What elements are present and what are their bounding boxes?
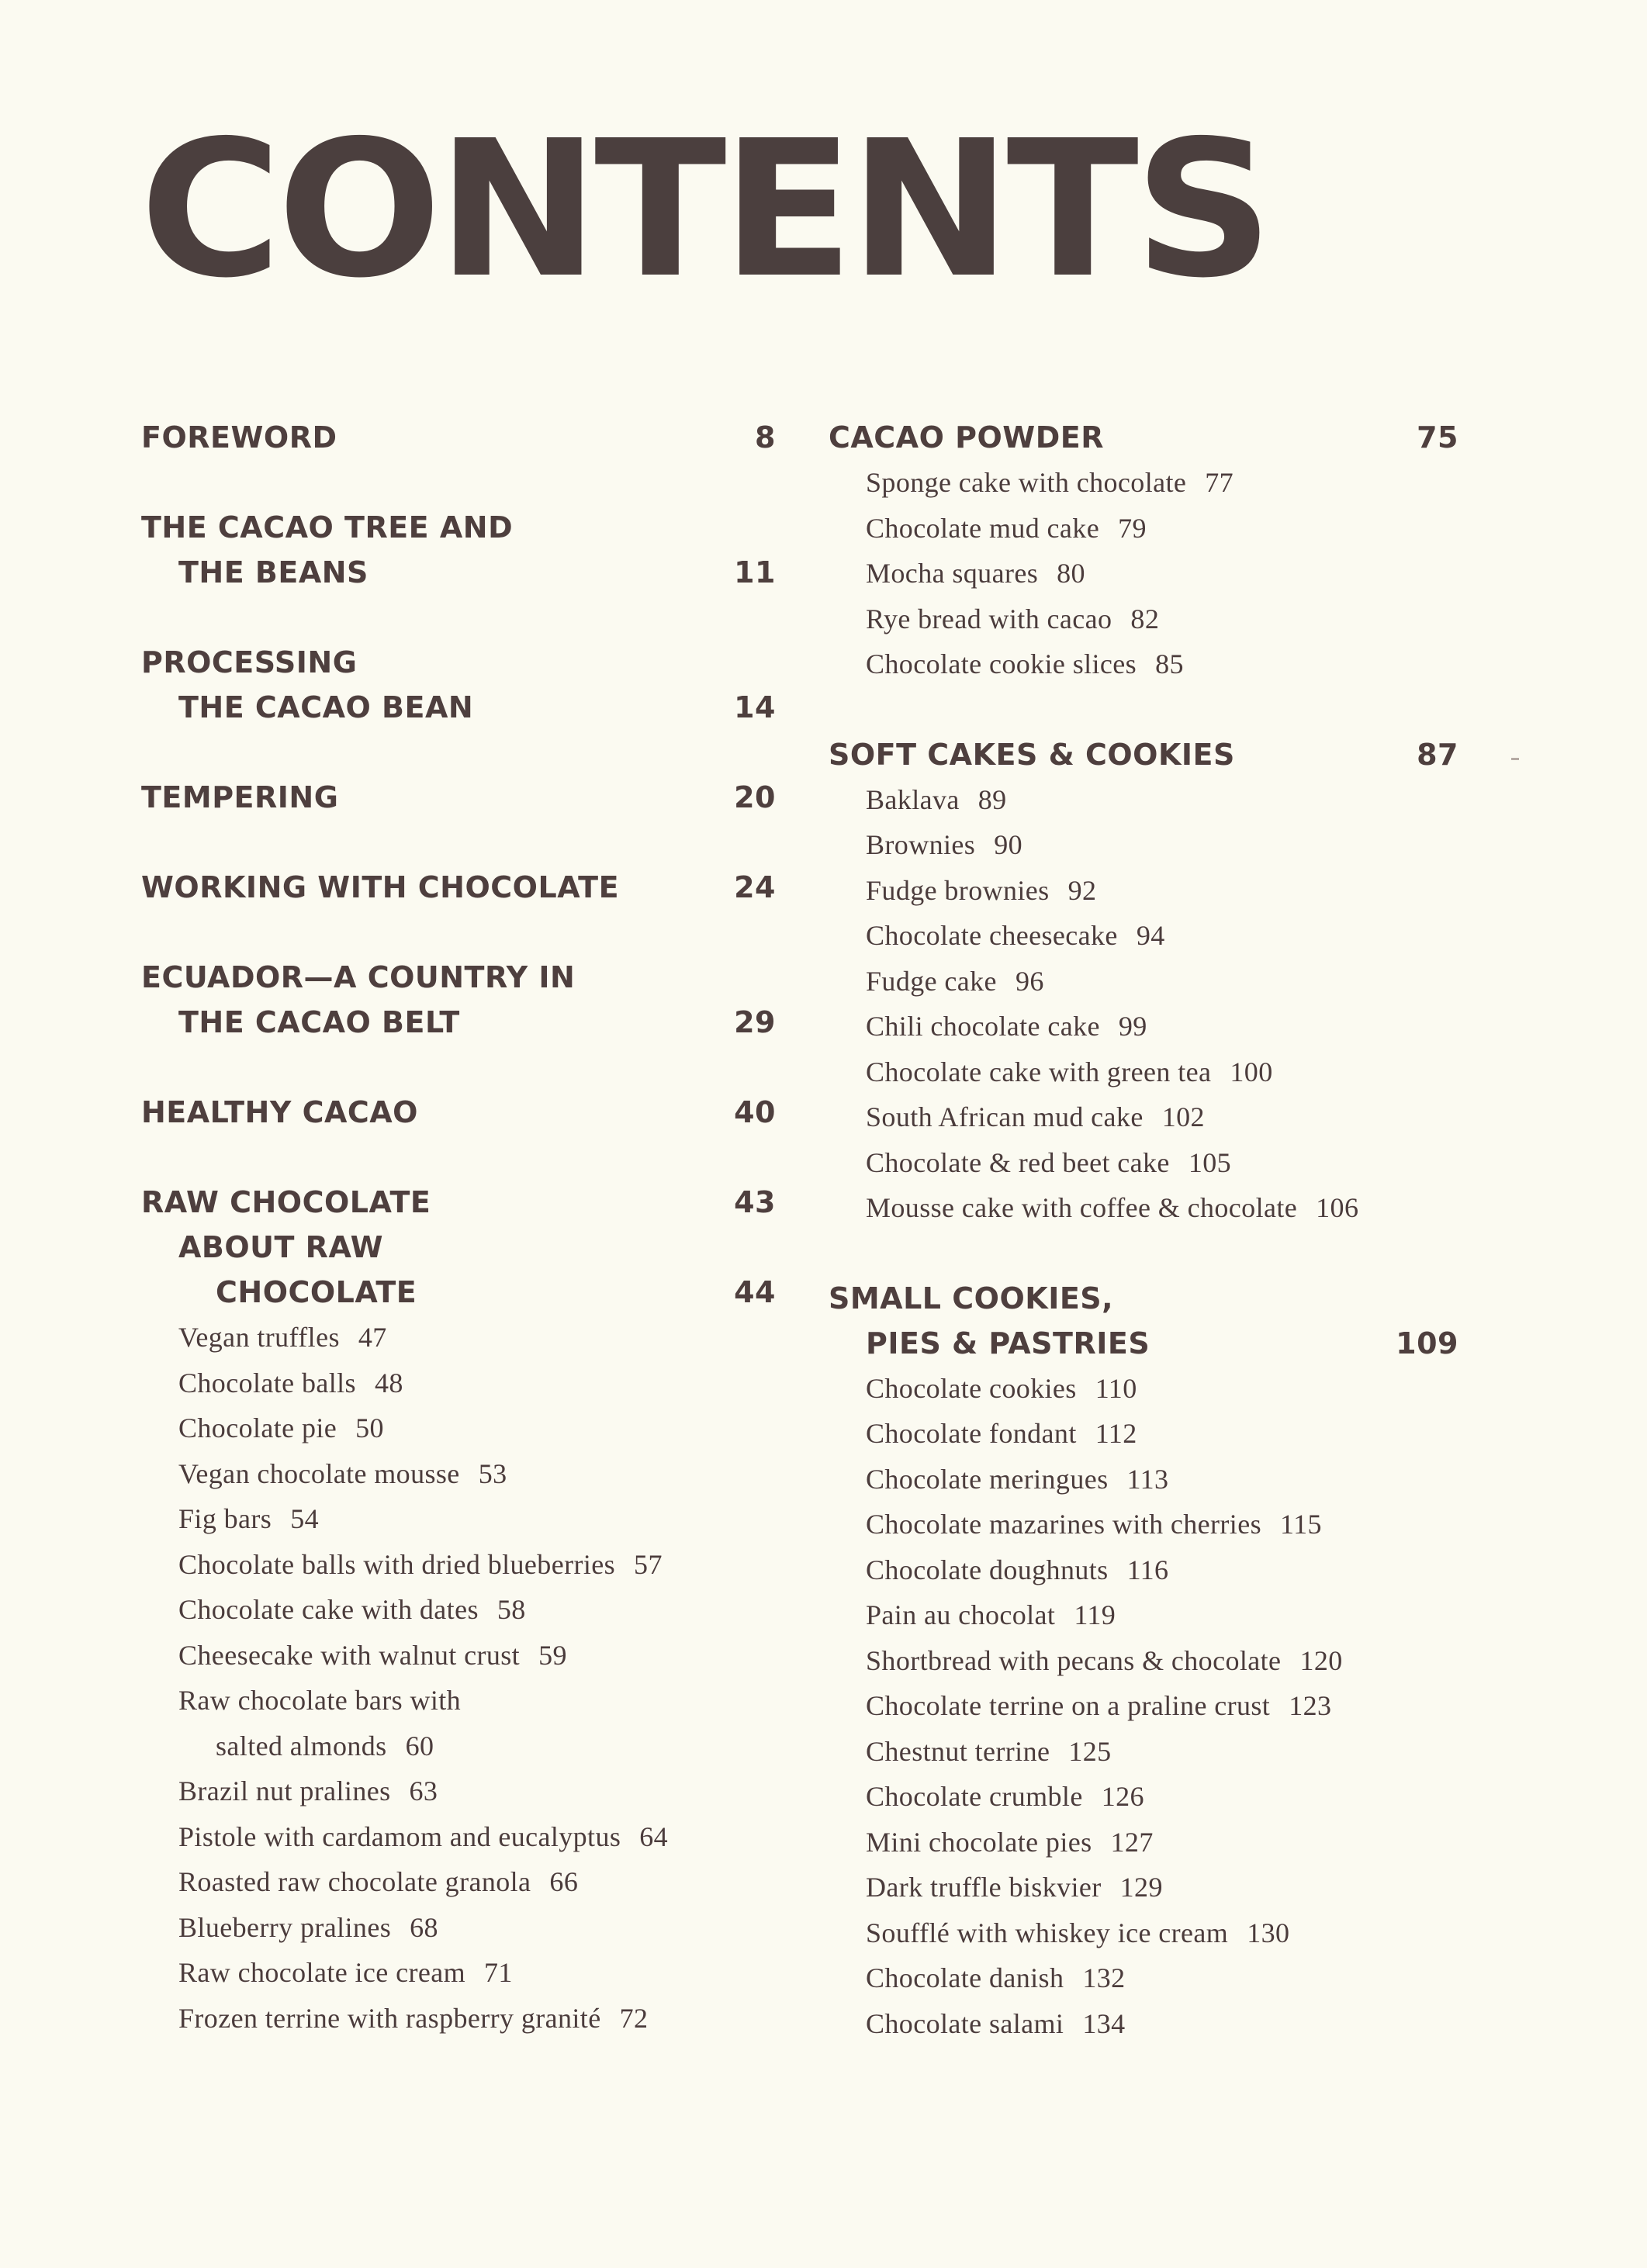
- recipe-page-number: 77: [1205, 467, 1234, 498]
- recipe-title: Chocolate danish: [866, 1962, 1064, 1993]
- heading-page-number: 20: [734, 780, 776, 814]
- recipe-page-number: 85: [1155, 648, 1184, 679]
- recipe-page-number: 120: [1299, 1644, 1343, 1676]
- recipe-entry[interactable]: [829, 1185, 1458, 1231]
- recipe-page-number: 79: [1118, 512, 1147, 544]
- recipe-title: Chocolate fondant: [866, 1418, 1077, 1449]
- heading-page-number: 14: [734, 690, 776, 724]
- recipe-entry[interactable]: [141, 1905, 776, 1951]
- recipe-title: Chocolate pie: [178, 1412, 337, 1443]
- recipe-title: Chocolate balls with dried blueberries: [178, 1548, 616, 1580]
- recipe-title: Cheesecake with walnut crust: [178, 1639, 521, 1671]
- recipe-page-number: 130: [1247, 1917, 1290, 1948]
- recipe-title: Dark truffle biskvier: [866, 1872, 1102, 1903]
- recipe-page-number: 110: [1095, 1372, 1137, 1404]
- recipe-title: Pistole with cardamom and eucalyptus: [178, 1820, 621, 1852]
- recipe-page-number: 102: [1161, 1101, 1205, 1132]
- recipe-entry[interactable]: [141, 1587, 776, 1633]
- subsection-heading[interactable]: [141, 1225, 776, 1315]
- heading-page-number: 44: [734, 1275, 776, 1309]
- heading-line: WORKING WITH CHOCOLATE: [141, 870, 620, 904]
- recipe-entry[interactable]: [141, 1405, 776, 1451]
- heading-page-number: 40: [734, 1095, 776, 1129]
- recipe-page-number: 112: [1095, 1418, 1137, 1449]
- recipe-page-number: 58: [497, 1594, 526, 1625]
- recipe-page-number: 119: [1074, 1599, 1116, 1630]
- recipe-entry[interactable]: [829, 959, 1458, 1004]
- heading-line: THE CACAO BEAN: [178, 690, 474, 724]
- heading-line: THE BEANS: [178, 555, 368, 589]
- recipe-page-number: 115: [1280, 1509, 1322, 1540]
- recipe-title: Chocolate salami: [866, 2007, 1064, 2039]
- recipe-entry[interactable]: [829, 1547, 1458, 1593]
- section-heading[interactable]: [141, 415, 776, 460]
- recipe-title: Chocolate cheesecake: [866, 920, 1118, 951]
- recipe-entry[interactable]: [829, 1729, 1458, 1775]
- recipe-title: Sponge cake with chocolate: [866, 467, 1187, 498]
- recipe-entry[interactable]: [141, 1859, 776, 1905]
- heading-page-number: 29: [734, 1005, 776, 1039]
- section-heading[interactable]: [829, 1276, 1458, 1366]
- recipe-page-number: 59: [538, 1639, 567, 1671]
- recipe-entry[interactable]: [829, 777, 1458, 823]
- heading-page-number: 24: [734, 870, 776, 904]
- heading-line: RAW CHOCOLATE: [141, 1185, 431, 1219]
- recipe-entry[interactable]: [141, 1496, 776, 1542]
- recipe-title: Fudge brownies: [866, 874, 1050, 906]
- section-spacer: [141, 460, 776, 505]
- heading-page-number: 75: [1417, 420, 1458, 455]
- recipe-entry[interactable]: [829, 641, 1458, 687]
- recipe-title: Rye bread with cacao: [866, 603, 1112, 634]
- recipe-entry[interactable]: [141, 1315, 776, 1360]
- recipe-title: Chocolate cake with dates: [178, 1594, 479, 1625]
- recipe-title: Fig bars: [178, 1503, 272, 1534]
- recipe-page-number: 105: [1188, 1146, 1232, 1178]
- recipe-entry[interactable]: [141, 1542, 776, 1588]
- recipe-page-number: 89: [977, 783, 1007, 815]
- recipe-entry[interactable]: [829, 596, 1458, 642]
- heading-page-number: 87: [1417, 737, 1458, 772]
- section-spacer: [141, 1045, 776, 1090]
- recipe-page-number: 116: [1126, 1554, 1169, 1585]
- recipe-title: Chocolate terrine on a praline crust: [866, 1690, 1271, 1721]
- section-heading[interactable]: [141, 865, 776, 910]
- recipe-title: Chocolate meringues: [866, 1463, 1109, 1495]
- recipe-title: Blueberry pralines: [178, 1911, 392, 1943]
- recipe-title: Soufflé with whiskey ice cream: [866, 1917, 1229, 1948]
- recipe-page-number: 53: [478, 1457, 507, 1489]
- recipe-page-number: 66: [549, 1866, 579, 1897]
- recipe-page-number: 80: [1057, 558, 1085, 589]
- recipe-title: Chocolate doughnuts: [866, 1554, 1109, 1585]
- recipe-page-number: 94: [1136, 920, 1165, 951]
- recipe-entry[interactable]: [141, 1360, 776, 1406]
- recipe-title: Mocha squares: [866, 558, 1039, 589]
- heading-line: TEMPERING: [141, 780, 339, 814]
- recipe-title: Mini chocolate pies: [866, 1826, 1092, 1858]
- heading-line: PROCESSING: [141, 645, 358, 679]
- recipe-entry[interactable]: [141, 1678, 776, 1723]
- heading-line: PIES & PASTRIES: [866, 1326, 1150, 1360]
- recipe-page-number: 82: [1130, 603, 1160, 634]
- recipe-title: Chocolate balls: [178, 1367, 356, 1398]
- recipe-title: Fudge cake: [866, 965, 997, 997]
- recipe-entry[interactable]: [829, 1411, 1458, 1457]
- recipe-title: Chestnut terrine: [866, 1735, 1050, 1767]
- recipe-entry[interactable]: [141, 1814, 776, 1860]
- recipe-title: Chocolate cake with green tea: [866, 1056, 1212, 1087]
- recipe-page-number: 48: [374, 1367, 403, 1398]
- section-heading[interactable]: [829, 732, 1458, 777]
- recipe-entry[interactable]: [829, 1457, 1458, 1502]
- section-spacer: [141, 730, 776, 775]
- recipe-entry[interactable]: [829, 551, 1458, 596]
- heading-page-number: 43: [734, 1185, 776, 1219]
- recipe-entry[interactable]: [829, 1865, 1458, 1910]
- recipe-entry[interactable]: [829, 460, 1458, 506]
- recipe-entry[interactable]: [829, 1502, 1458, 1547]
- recipe-page-number: 100: [1230, 1056, 1273, 1087]
- recipe-page-number: 90: [994, 829, 1023, 860]
- heading-page-number: 11: [734, 555, 776, 589]
- section-spacer: [829, 687, 1458, 732]
- recipe-page-number: 68: [410, 1911, 438, 1943]
- recipe-entry[interactable]: [829, 2001, 1458, 2047]
- heading-page-number: 8: [755, 420, 776, 455]
- heading-line: HEALTHY CACAO: [141, 1095, 418, 1129]
- recipe-title: Chocolate & red beet cake: [866, 1146, 1170, 1178]
- recipe-page-number: 129: [1119, 1872, 1163, 1903]
- recipe-title: Roasted raw chocolate granola: [178, 1866, 531, 1897]
- recipe-entry[interactable]: [141, 1723, 776, 1769]
- recipe-title: Brazil nut pralines: [178, 1775, 391, 1806]
- recipe-page-number: 71: [484, 1957, 513, 1988]
- recipe-title: Brownies: [866, 829, 976, 860]
- recipe-entry[interactable]: [141, 1633, 776, 1679]
- recipe-page-number: 57: [634, 1548, 663, 1580]
- recipe-title: Mousse cake with coffee & chocolate: [866, 1192, 1298, 1223]
- recipe-page-number: 63: [409, 1775, 438, 1806]
- recipe-entry[interactable]: [829, 1910, 1458, 1956]
- recipe-entry[interactable]: [829, 913, 1458, 959]
- recipe-title: Raw chocolate bars with: [178, 1685, 462, 1716]
- recipe-title: Vegan chocolate mousse: [178, 1457, 460, 1489]
- recipe-entry[interactable]: [829, 868, 1458, 914]
- recipe-entry[interactable]: [829, 1094, 1458, 1140]
- recipe-entry[interactable]: [829, 1049, 1458, 1095]
- heading-line: ABOUT RAW: [178, 1230, 384, 1264]
- section-heading[interactable]: [141, 1180, 776, 1225]
- section-heading[interactable]: [141, 1090, 776, 1135]
- recipe-entry[interactable]: [829, 1774, 1458, 1820]
- section-heading[interactable]: [829, 415, 1458, 460]
- section-spacer: [141, 595, 776, 640]
- heading-line: THE CACAO TREE AND: [141, 510, 514, 545]
- section-heading[interactable]: [141, 505, 776, 595]
- recipe-page-number: 113: [1126, 1463, 1169, 1495]
- recipe-title: Shortbread with pecans & chocolate: [866, 1644, 1282, 1676]
- heading-line: THE CACAO BELT: [178, 1005, 460, 1039]
- contents-right-column: [829, 415, 1458, 2046]
- recipe-title: Vegan truffles: [178, 1322, 340, 1353]
- recipe-entry[interactable]: [141, 1451, 776, 1497]
- section-heading[interactable]: [141, 955, 776, 1045]
- recipe-page-number: 134: [1082, 2007, 1126, 2039]
- recipe-title: Frozen terrine with raspberry granité: [178, 2002, 601, 2034]
- recipe-title: Raw chocolate ice cream: [178, 1957, 465, 1988]
- recipe-title: Chocolate mazarines with cherries: [866, 1509, 1261, 1540]
- page-edge-mark: [1511, 758, 1519, 760]
- heading-line: SOFT CAKES & COOKIES: [829, 737, 1235, 772]
- section-spacer: [141, 820, 776, 865]
- section-spacer: [141, 910, 776, 955]
- recipe-entry[interactable]: [141, 1768, 776, 1814]
- section-spacer: [829, 1231, 1458, 1276]
- recipe-page-number: 60: [405, 1730, 434, 1762]
- recipe-page-number: 106: [1316, 1192, 1359, 1223]
- recipe-entry[interactable]: [141, 1950, 776, 1996]
- recipe-title: Chili chocolate cake: [866, 1011, 1100, 1042]
- heading-page-number: 109: [1396, 1326, 1458, 1360]
- recipe-title: salted almonds: [216, 1730, 387, 1762]
- recipe-page-number: 123: [1289, 1690, 1332, 1721]
- recipe-title: South African mud cake: [866, 1101, 1144, 1132]
- recipe-title: Chocolate mud cake: [866, 512, 1100, 544]
- heading-line: CHOCOLATE: [216, 1275, 417, 1309]
- recipe-page-number: 47: [358, 1322, 387, 1353]
- section-heading[interactable]: [141, 775, 776, 820]
- heading-line: FOREWORD: [141, 420, 337, 455]
- recipe-entry[interactable]: [141, 1996, 776, 2042]
- heading-line: CACAO POWDER: [829, 420, 1104, 455]
- recipe-title: Chocolate cookies: [866, 1372, 1077, 1404]
- heading-line: SMALL COOKIES,: [829, 1281, 1114, 1316]
- recipe-page-number: 96: [1015, 965, 1044, 997]
- recipe-entry[interactable]: [829, 1955, 1458, 2001]
- recipe-entry[interactable]: [829, 1140, 1458, 1186]
- recipe-page-number: 72: [619, 2002, 649, 2034]
- recipe-page-number: 126: [1101, 1781, 1144, 1812]
- recipe-page-number: 54: [290, 1503, 320, 1534]
- recipe-entry[interactable]: [829, 822, 1458, 868]
- recipe-entry[interactable]: [829, 1592, 1458, 1638]
- recipe-page-number: 50: [355, 1412, 384, 1443]
- recipe-page-number: 125: [1068, 1735, 1112, 1767]
- recipe-page-number: 132: [1082, 1962, 1126, 1993]
- recipe-entry[interactable]: [829, 1366, 1458, 1412]
- recipe-entry[interactable]: [829, 506, 1458, 551]
- page-title: CONTENTS: [140, 100, 1269, 320]
- recipe-entry[interactable]: [829, 1004, 1458, 1049]
- recipe-page-number: 99: [1118, 1011, 1147, 1042]
- recipe-page-number: 127: [1110, 1826, 1154, 1858]
- recipe-entry[interactable]: [829, 1820, 1458, 1865]
- section-spacer: [141, 1135, 776, 1180]
- contents-left-column: [141, 415, 776, 2041]
- recipe-entry[interactable]: [829, 1638, 1458, 1684]
- heading-line: ECUADOR—A COUNTRY IN: [141, 960, 576, 994]
- recipe-title: Baklava: [866, 783, 960, 815]
- recipe-title: Pain au chocolat: [866, 1599, 1056, 1630]
- section-heading[interactable]: [141, 640, 776, 730]
- recipe-page-number: 64: [639, 1820, 669, 1852]
- recipe-entry[interactable]: [829, 1683, 1458, 1729]
- recipe-title: Chocolate cookie slices: [866, 648, 1137, 679]
- recipe-page-number: 92: [1067, 874, 1097, 906]
- recipe-title: Chocolate crumble: [866, 1781, 1083, 1812]
